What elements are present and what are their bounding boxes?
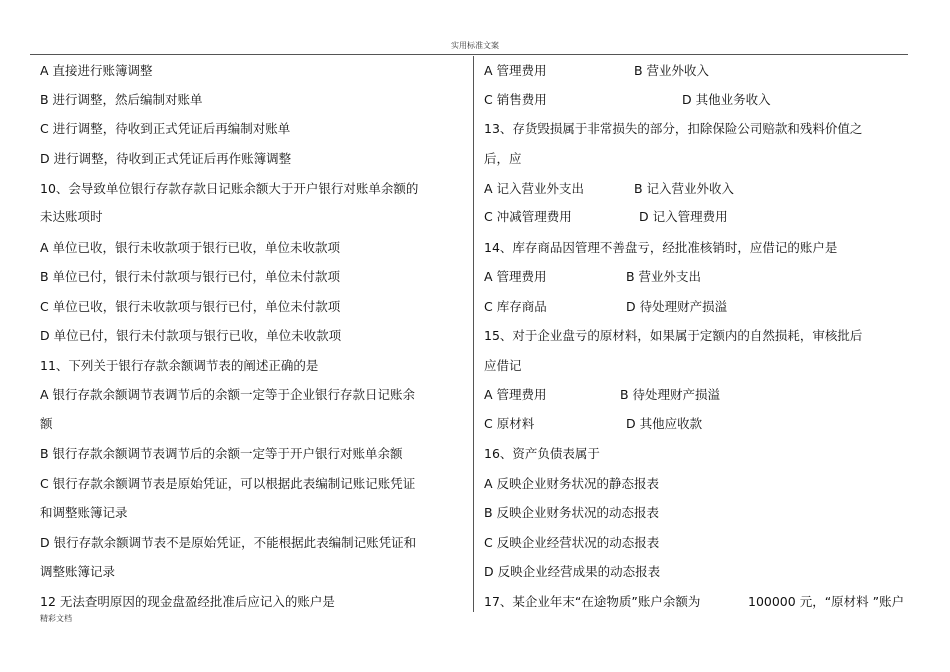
left-line-17: D 银行存款余额调节表不是原始凭证，不能根据此表编制记账凭证和 [40,535,417,550]
option-b: B 记入营业外收入 [634,181,735,196]
option-d: D 记入管理费用 [639,209,728,224]
question-17-text: 17、某企业年末“在途物质”账户余额为 [484,594,701,609]
right-line-12 [484,387,721,402]
option-a: A 管理费用 [484,387,547,402]
left-line-15: C 银行存款余额调节表是原始凭证，可以根据此表编制记账记账凭证 [40,476,416,491]
right-line-1 [484,63,710,78]
left-line-8: B 单位已付，银行未付款项与银行已付，单位未付款项 [40,269,341,284]
left-line-7: A 单位已收，银行未收款项于银行已收，单位未收款项 [40,240,341,255]
right-line-15: A 反映企业财务状况的静态报表 [484,476,660,491]
right-line-19 [484,594,905,609]
page-header: 实用标准文案 [451,41,499,50]
column-divider [473,56,474,612]
option-c: C 销售费用 [484,92,547,107]
option-a: A 记入营业外支出 [484,181,585,196]
option-d: D 其他应收款 [626,416,703,431]
right-line-2 [484,92,771,107]
right-line-11: 应借记 [484,358,522,373]
right-line-7: 14、库存商品因管理不善盘亏，经批准核销时，应借记的账户是 [484,240,838,255]
right-line-9 [484,299,728,314]
option-d: D 待处理财产损溢 [626,299,728,314]
question-17-continued: 100000 元，“原材料 ”账户 [748,594,905,609]
right-line-4: 后，应 [484,151,522,166]
left-line-13: 额 [40,416,53,431]
option-c: C 原材料 [484,416,535,431]
left-line-16: 和调整账簿记录 [40,505,128,520]
right-line-14: 16、资产负债表属于 [484,446,600,461]
right-line-5 [484,181,735,196]
right-line-16: B 反映企业财务状况的动态报表 [484,505,660,520]
left-line-19: 12 无法查明原因的现金盘盈经批准后应记入的账户是 [40,594,335,609]
right-line-18: D 反映企业经营成果的动态报表 [484,564,661,579]
left-line-3: C 进行调整，待收到正式凭证后再编制对账单 [40,121,291,136]
option-a: A 管理费用 [484,63,547,78]
left-line-2: B 进行调整，然后编制对账单 [40,92,203,107]
left-line-4: D 进行调整，待收到正式凭证后再作账簿调整 [40,151,292,166]
left-line-1: A 直接进行账簿调整 [40,63,153,78]
left-line-18: 调整账簿记录 [40,564,116,579]
option-d: D 其他业务收入 [682,92,771,107]
right-line-8 [484,269,702,284]
right-line-6 [484,209,728,224]
option-b: B 营业外支出 [626,269,702,284]
option-c: C 库存商品 [484,299,547,314]
left-line-14: B 银行存款余额调节表调节后的余额一定等于开户银行对账单余额 [40,446,403,461]
page-footer: 精彩文档 [40,614,72,623]
right-line-10: 15、对于企业盘亏的原材料，如果属于定额内的自然损耗，审核批后 [484,328,863,343]
right-line-17: C 反映企业经营状况的动态报表 [484,535,660,550]
left-line-12: A 银行存款余额调节表调节后的余额一定等于企业银行存款日记账余 [40,387,416,402]
option-c: C 冲减管理费用 [484,209,572,224]
left-line-5: 10、会导致单位银行存款存款日记账余额大于开户银行对账单余额的 [40,181,419,196]
header-divider [30,54,908,55]
right-line-13 [484,416,703,431]
left-line-10: D 单位已付，银行未付款项与银行已收，单位未收款项 [40,328,342,343]
right-line-3: 13、存货毁损属于非常损失的部分，扣除保险公司赔款和残料价值之 [484,121,863,136]
option-b: B 营业外收入 [634,63,710,78]
option-b: B 待处理财产损溢 [620,387,721,402]
left-line-6: 未达账项时 [40,209,103,224]
left-line-9: C 单位已收，银行未收款项与银行已付，单位未付款项 [40,299,341,314]
option-a: A 管理费用 [484,269,547,284]
left-line-11: 11、下列关于银行存款余额调节表的阐述正确的是 [40,358,319,373]
